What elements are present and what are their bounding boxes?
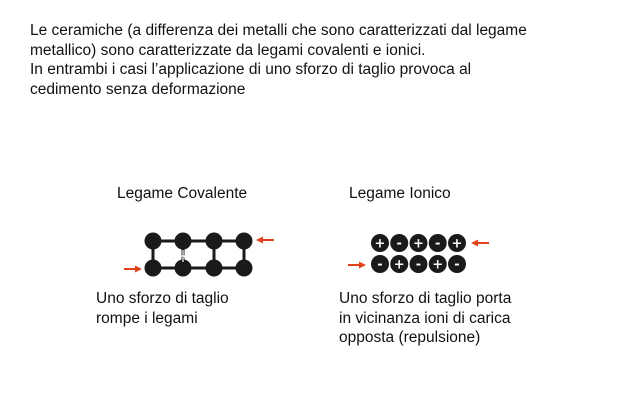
atom — [175, 260, 192, 277]
ionic-caption — [339, 289, 511, 348]
ionic-top-row — [371, 234, 466, 252]
shear-arrow-left-icon — [256, 237, 274, 244]
caption-line: Uno sforzo di taglio — [96, 290, 229, 307]
atom — [236, 233, 253, 250]
ionic-bottom-row — [371, 255, 466, 273]
intro-line: metallico) sono caratterizzate da legami covalenti e ionici. — [30, 41, 426, 59]
atom — [175, 233, 192, 250]
ion-charge-label: - — [396, 236, 402, 252]
ion-charge-label: + — [393, 257, 405, 273]
ion-charge-label: - — [454, 257, 460, 273]
atom — [145, 233, 162, 250]
shear-arrow-left-icon — [471, 240, 489, 247]
ion-charge-label: + — [432, 257, 444, 273]
ion-charge-label: - — [415, 257, 422, 273]
intro-line: cedimento senza deformazione — [30, 80, 246, 98]
shear-arrow-right-icon — [348, 262, 366, 269]
ion-charge-label: + — [413, 236, 424, 252]
caption-line: in vicinanza ioni di carica — [339, 309, 511, 327]
ion-charge-label: + — [451, 236, 463, 252]
atom — [145, 260, 162, 277]
intro-line: In entrambi i casi l’applicazione di uno sforzo di taglio provoca al — [30, 61, 472, 78]
ion-charge-label: + — [374, 236, 386, 252]
ionic-title: Legame Ionico — [349, 185, 451, 202]
cursor-crosshair-icon — [177, 250, 189, 262]
covalent-lattice — [124, 233, 274, 277]
caption-line: rompe i legami — [96, 309, 198, 327]
caption-line: Uno sforzo di taglio porta — [339, 290, 512, 307]
covalent-caption — [96, 289, 229, 328]
caption-line: opposta (repulsione) — [339, 329, 481, 346]
atom — [206, 233, 223, 250]
atom — [236, 260, 253, 277]
covalent-title: Legame Covalente — [117, 185, 248, 202]
atom — [206, 260, 223, 277]
shear-arrow-right-icon — [124, 266, 142, 273]
intro-line: Le ceramiche (a differenza dei metalli che sono caratterizzati dal legame — [30, 22, 527, 39]
ion-charge-label: - — [377, 257, 383, 273]
ion-charge-label: - — [435, 236, 441, 252]
